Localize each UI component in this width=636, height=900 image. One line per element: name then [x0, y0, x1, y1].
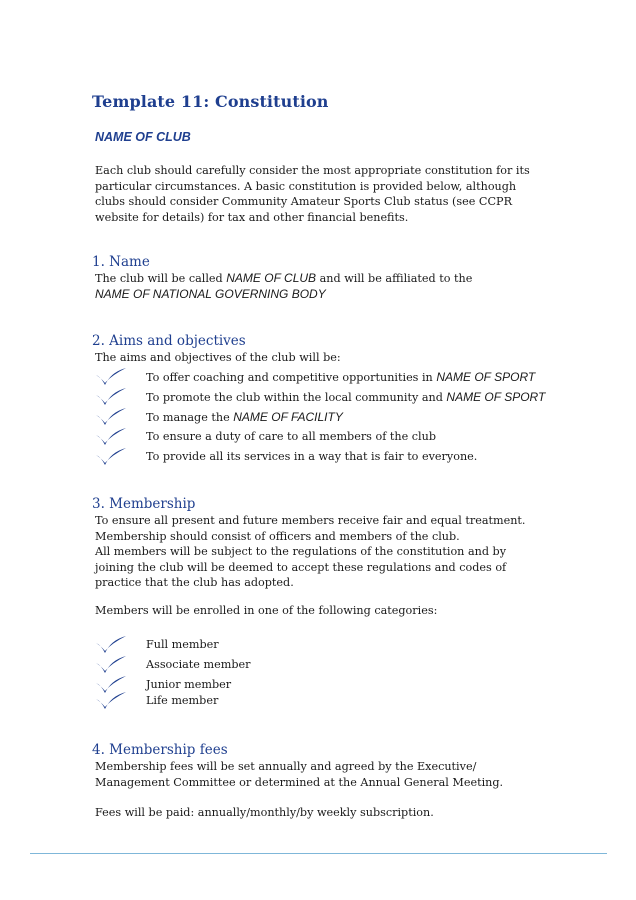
aim-item: [95, 447, 565, 467]
category-item: [95, 691, 565, 711]
aim-item: [95, 427, 565, 447]
footer-divider: [30, 853, 607, 854]
text-run: To manage the: [146, 411, 234, 424]
category-label: Junior member: [146, 678, 232, 691]
checkmark-icon: [95, 407, 127, 427]
category-item: [95, 635, 565, 655]
facility-placeholder: NAME OF FACILITY: [233, 410, 343, 424]
text-run: To offer coaching and competitive opportunities in: [146, 371, 437, 384]
text-run: The club will be called: [95, 272, 227, 285]
checkmark-icon: [95, 691, 127, 711]
aims-intro: The aims and objectives of the club will be:: [95, 351, 341, 364]
aim-label: To provide all its services in a way that is fair to everyone.: [146, 450, 478, 463]
section-heading-fees: 4. Membership fees: [92, 742, 228, 758]
aim-label: [146, 410, 343, 424]
page-title: Template 11: Constitution: [92, 92, 329, 111]
category-label: Life member: [146, 694, 219, 707]
checkmark-icon: [95, 387, 127, 407]
membership-line: joining the club will be deemed to accept these regulations and codes of: [95, 560, 507, 574]
aim-item: [95, 387, 565, 407]
membership-paragraph: [95, 513, 525, 591]
club-name-subtitle: NAME OF CLUB: [95, 130, 191, 144]
club-name-placeholder: NAME OF CLUB: [226, 271, 317, 285]
fees-line: Management Committee or determined at the Annual General Meeting.: [95, 775, 504, 789]
aim-label: [146, 390, 545, 404]
aim-label: [146, 370, 535, 384]
intro-line: clubs should consider Community Amateur Sports Club status (see CCPR: [95, 195, 513, 209]
category-label: Associate member: [146, 658, 251, 671]
name-paragraph: [95, 271, 472, 302]
fees-paragraph: [95, 759, 503, 790]
category-label: Full member: [146, 638, 219, 651]
checkmark-icon: [95, 447, 127, 467]
intro-line: website for details) for tax and other financial benefits.: [95, 210, 409, 224]
category-item: [95, 655, 565, 675]
checkmark-icon: [95, 427, 127, 447]
membership-line: Membership should consist of officers and members of the club.: [95, 529, 460, 543]
sport-placeholder: NAME OF SPORT: [436, 370, 536, 384]
aim-item: [95, 407, 565, 427]
fees-payment: Fees will be paid: annually/monthly/by weekly subscription.: [95, 806, 434, 819]
intro-line: Each club should carefully consider the most appropriate constitution for its: [95, 164, 530, 177]
checkmark-icon: [95, 635, 127, 655]
intro-paragraph: [95, 163, 530, 225]
intro-line: particular circumstances. A basic constitution is provided below, although: [95, 179, 517, 193]
section-heading-membership: 3. Membership: [92, 496, 196, 512]
membership-line: To ensure all present and future members receive fair and equal treatment.: [95, 514, 526, 527]
checkmark-icon: [95, 655, 127, 675]
name-line: [95, 271, 472, 287]
checkmark-icon: [95, 367, 127, 387]
aim-label: To ensure a duty of care to all members of the club: [146, 430, 436, 443]
governing-body-placeholder: NAME OF NATIONAL GOVERNING BODY: [95, 286, 326, 301]
fees-line: Membership fees will be set annually and agreed by the Executive/: [95, 760, 477, 773]
sport-placeholder: NAME OF SPORT: [446, 390, 546, 404]
categories-intro: Members will be enrolled in one of the following categories:: [95, 604, 438, 617]
text-run: To promote the club within the local community and: [146, 391, 447, 404]
membership-line: practice that the club has adopted.: [95, 576, 294, 590]
membership-line: All members will be subject to the regulations of the constitution and by: [95, 545, 507, 559]
section-heading-name: 1. Name: [92, 254, 150, 270]
aim-item: [95, 367, 565, 387]
section-heading-aims: 2. Aims and objectives: [92, 333, 246, 349]
text-run: and will be affiliated to the: [316, 272, 473, 285]
